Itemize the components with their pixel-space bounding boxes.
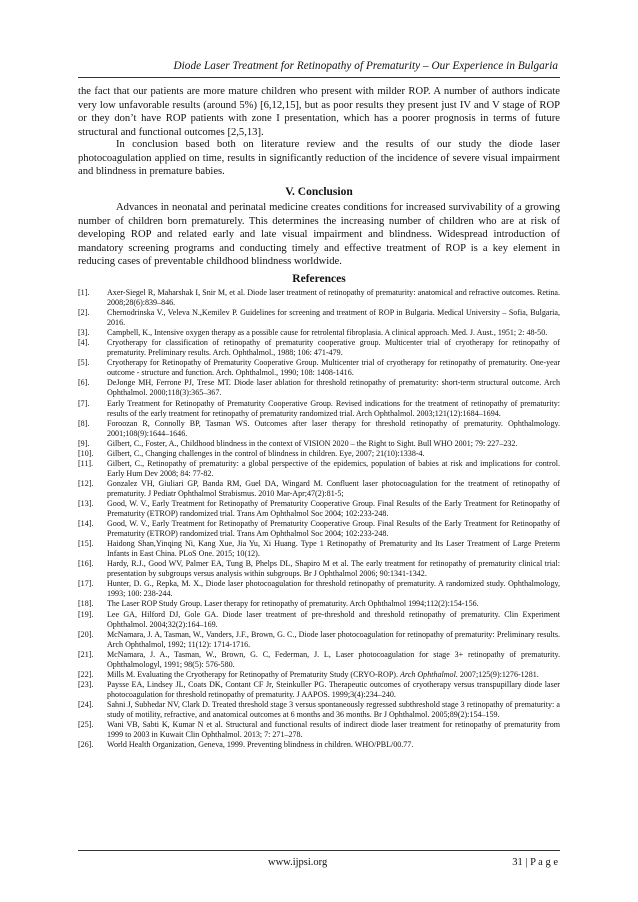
reference-text: Foroozan R, Connolly BP, Tasman WS. Outcomes after laser therapy for threshold retinopathy of prematurity. Ophthalmology. 2001;108(9):1644–1646. [107, 418, 560, 438]
reference-text: World Health Organization, Geneva, 1999. Preventing blindness in children. WHO/PBL/00.77. [107, 740, 414, 750]
section-title-conclusion: V. Conclusion [285, 186, 353, 198]
reference-item [78, 559, 560, 579]
reference-number: [16]. [78, 559, 94, 569]
reference-item [78, 358, 560, 378]
reference-item [78, 288, 560, 308]
reference-item [78, 720, 560, 740]
reference-text: Haidong Shan,Yinqing Ni, Kang Xue, Jia Yu, Xi Huang. Type 1 Retinopathy of Prematurity and Its Laser Treatment of Large Preterm Infants in East China. PLoS One. 2015; 10(12). [107, 539, 560, 559]
conclusion-paragraph: Advances in neonatal and perinatal medicine creates conditions for increased survivability of a growing number of children born prematurely. This determines the increasing number of children who are at risk of developing ROP and related early and late visual impairment and blindness. Widespread introduction of mandatory screening programs and conducting timely and effective treatment of ROP is a key element in reducing cases of preventable childhood blindness worldwide. [78, 202, 560, 267]
reference-text: Wani VB, Sabti K, Kumar N et al. Structural and functional results of indirect diode laser treatment for retinopathy of prematurity from 1999 to 2003 in Kuwait Clin Ophthalmol. 2013; 7: 271–278. [107, 720, 560, 740]
references-title: References [292, 273, 346, 285]
reference-item [78, 670, 560, 680]
reference-item [78, 599, 560, 609]
reference-text: Hardy, R.J., Good WV, Palmer EA, Tung B, Phelps DL, Shapiro M et al. The early treatment for retinopathy of prematurity clinical trial: presentation by subgroups versus analysis within subgroups. Br J Ophthalmol 2006; 90:1341-1342. [107, 559, 560, 579]
reference-number: [2]. [78, 308, 90, 318]
reference-item [78, 449, 560, 459]
reference-number: [14]. [78, 519, 94, 529]
reference-item [78, 539, 560, 559]
footer-url[interactable]: www.ijpsi.org [268, 857, 328, 868]
reference-item [78, 499, 560, 519]
reference-number: [12]. [78, 478, 94, 488]
reference-text: Chernodrinska V., Veleva N.,Kemilev P. Guidelines for screening and treatment of ROP in Bulgaria. Medical University – Sofia, Bulgaria, 2016. [107, 308, 560, 328]
reference-number: [19]. [78, 609, 94, 619]
reference-number: [23]. [78, 679, 94, 689]
reference-list [78, 288, 560, 750]
reference-number: [4]. [78, 338, 90, 348]
reference-number: [18]. [78, 599, 94, 609]
reference-number: [13]. [78, 498, 94, 508]
reference-item [78, 610, 560, 630]
header-rule [78, 77, 560, 78]
reference-number: [21]. [78, 649, 94, 659]
reference-number: [3]. [78, 328, 90, 338]
reference-item [78, 579, 560, 599]
reference-item [78, 519, 560, 539]
reference-item [78, 630, 560, 650]
reference-text-tail: 2007;125(9):1276-1281. [457, 669, 539, 679]
reference-item [78, 338, 560, 358]
reference-item [78, 740, 560, 750]
reference-text: McNamara, J. A., Tasman, W., Brown, G. C, Federman, J. L, Laser photocoagulation for stage 3+ retinopathy of prematurity. Ophthalmologyl, 1991; 98(5): 576-580. [107, 649, 560, 669]
reference-number: [9]. [78, 438, 90, 448]
reference-text: Lee GA, Hilford DJ, Gole GA. Diode laser treatment of pre-threshold and threshold retinopathy of prematurity. Clin Experiment Ophthalmol. 2004;32(2):164–169. [107, 609, 560, 629]
reference-text: Gonzalez VH, Giuliari GP, Banda RM, Guel DA, Wingard M. Confluent laser photocoagulation for the treatment of retinopathy of prematurity. J Pediatr Ophthalmol Strabismus. 2010 Mar-Apr;47(2):81-5; [107, 478, 560, 498]
reference-number: [15]. [78, 539, 94, 549]
reference-text: Paysse EA, Lindsey JL, Coats DK, Contant CF Jr, Steinkuller PG. Therapeutic outcomes of cryotherapy versus transpupillary diode laser photocoagulation for threshold retinopathy of prematurity. J AAPOS. 1999;3(4):234–240. [107, 679, 560, 699]
reference-item [78, 419, 560, 439]
reference-item [78, 459, 560, 479]
reference-number: [25]. [78, 720, 94, 730]
reference-text: Campbell, K., Intensive oxygen therapy as a possible cause for retrolental fibroplasia. A clinical approach. Med. J. Aust., 1951; 2: 48-50. [107, 328, 548, 338]
reference-item [78, 378, 560, 398]
reference-item [78, 650, 560, 670]
reference-number: [17]. [78, 579, 94, 589]
reference-item [78, 700, 560, 720]
reference-number: [5]. [78, 358, 90, 368]
reference-text: Cryotherapy for classification of retinopathy of prematurity cooperative group. Multicenter trial of cryotherapy for retinopathy of prematurity. Preliminary results. Arch. Ophthalmol., 1988; 106: 471-479. [107, 338, 560, 358]
reference-text: Gilbert, C., Changing challenges in the control of blindness in children. Eye, 2007; 21(10):1338-4. [107, 448, 425, 458]
reference-text: Cryotherapy for Retinopathy of Prematurity Cooperative Group. Multicenter trial of cryotherapy for retinopathy of prematurity. One-year outcome - structure and function. Arch. Ophthalmol., 1990; 108: 1408-1416. [107, 358, 560, 378]
reference-text: Gilbert, C., Retinopathy of prematurity: a global perspective of the epidemics, population of babies at risk and implications for control. Early Hum Dev 2008; 84: 77-82. [107, 458, 560, 478]
reference-item [78, 439, 560, 449]
reference-text: Mills M. Evaluating the Cryotherapy for Retinopathy of Prematurity Study (CRYO-ROP). [107, 669, 401, 679]
reference-number: [22]. [78, 669, 94, 679]
reference-number: [6]. [78, 378, 90, 388]
conclusion-intro-paragraph: In conclusion based both on literature review and the results of our study the diode laser photocoagulation applied on time, results in significantly reduction of the incidence of severe visual impairment and blindness in premature babies. [78, 139, 560, 177]
running-header: Diode Laser Treatment for Retinopathy of Prematurity – Our Experience in Bulgaria [173, 60, 558, 72]
reference-text: Early Treatment for Retinopathy of Prematurity Cooperative Group. Revised indications for the treatment of retinopathy of prematurity: results of the early treatment for retinopathy of prematurity randomized trial. Arch Ophthalmol. 2003;121(12):1684–1694. [107, 398, 560, 418]
reference-item [78, 308, 560, 328]
reference-text: Axer-Siegel R, Maharshak I, Snir M, et al. Diode laser treatment of retinopathy of prematurity: anatomical and refractive outcomes. Retina. 2008;28(6):839–846. [107, 288, 560, 308]
reference-number: [1]. [78, 288, 90, 297]
reference-item [78, 479, 560, 499]
reference-journal: Arch Ophthalmol. [400, 669, 458, 679]
reference-text: Hunter, D. G., Repka, M. X., Diode laser photocoagulation for threshold retinopathy of prematurity. A randomized study. Ophthalmology, 1993; 100: 238-244. [107, 579, 560, 599]
reference-text: Gilbert, C., Foster, A., Childhood blindness in the context of VISION 2020 – the Right to Sight. Bull WHO 2001; 79: 227–232. [107, 438, 518, 448]
reference-text: Good, W. V., Early Treatment for Retinopathy of Prematurity Cooperative Group. Final Results of the Early Treatment for Retinopathy of Prematurity (ETROP) randomized trial. Trans Am Ophthalmol Soc 2004; 102:233-248. [107, 498, 560, 519]
reference-number: [7]. [78, 398, 90, 408]
reference-text: McNamara, J. A, Tasman, W., Vanders, J.F., Brown, G. C., Diode laser photocoagulation for retinopathy of prematurity: Preliminary results. Arch Ophthalmol, 1992; 11(12): 1714-1716. [107, 629, 560, 649]
reference-item [78, 328, 560, 338]
reference-text: Good, W. V., Early Treatment for Retinopathy of Prematurity Cooperative Group. Final Results of the Early Treatment for Retinopathy of Prematurity (ETROP) randomized trial. Trans Am Ophthalmol Soc 2004; 102:233-248. [107, 519, 560, 539]
reference-number: [20]. [78, 629, 94, 639]
reference-number: [11]. [78, 458, 94, 468]
reference-number: [24]. [78, 699, 94, 709]
reference-number: [26]. [78, 740, 94, 750]
reference-number: [8]. [78, 418, 90, 428]
reference-text: The Laser ROP Study Group. Laser therapy for retinopathy of prematurity. Arch Ophthalmol 1994;112(2):154-156. [107, 599, 479, 609]
reference-text: Sahni J, Subhedar NV, Clark D. Treated threshold stage 3 versus spontaneously regressed subthreshold stage 3 retinopathy of prematurity: a study of motility, refractive, and anatomical outcomes at 6 months and 36 months. Br J Ophthalmol. 2005;89(2):154–159. [107, 699, 560, 719]
discussion-paragraph: the fact that our patients are more mature children who present with milder ROP. A number of authors indicate very low unfavorable results (around 5%) [6,12,15], but as poor results they present just IV and V stage of ROP or they don’t have ROP patients with zone I presentation, which has a poorer prognosis in terms of future structural and functional outcomes [2,5,13]. [78, 86, 560, 138]
reference-item [78, 680, 560, 700]
reference-item [78, 399, 560, 419]
reference-number: [10]. [78, 448, 94, 458]
footer-rule [78, 850, 560, 851]
page-number: 31 | P a g e [512, 857, 558, 868]
reference-text: DeJonge MH, Ferrone PJ, Trese MT. Diode laser ablation for threshold retinopathy of prematurity: short-term structural outcome. Arch Ophthalmol. 2000;118(3):365–367. [107, 378, 560, 398]
